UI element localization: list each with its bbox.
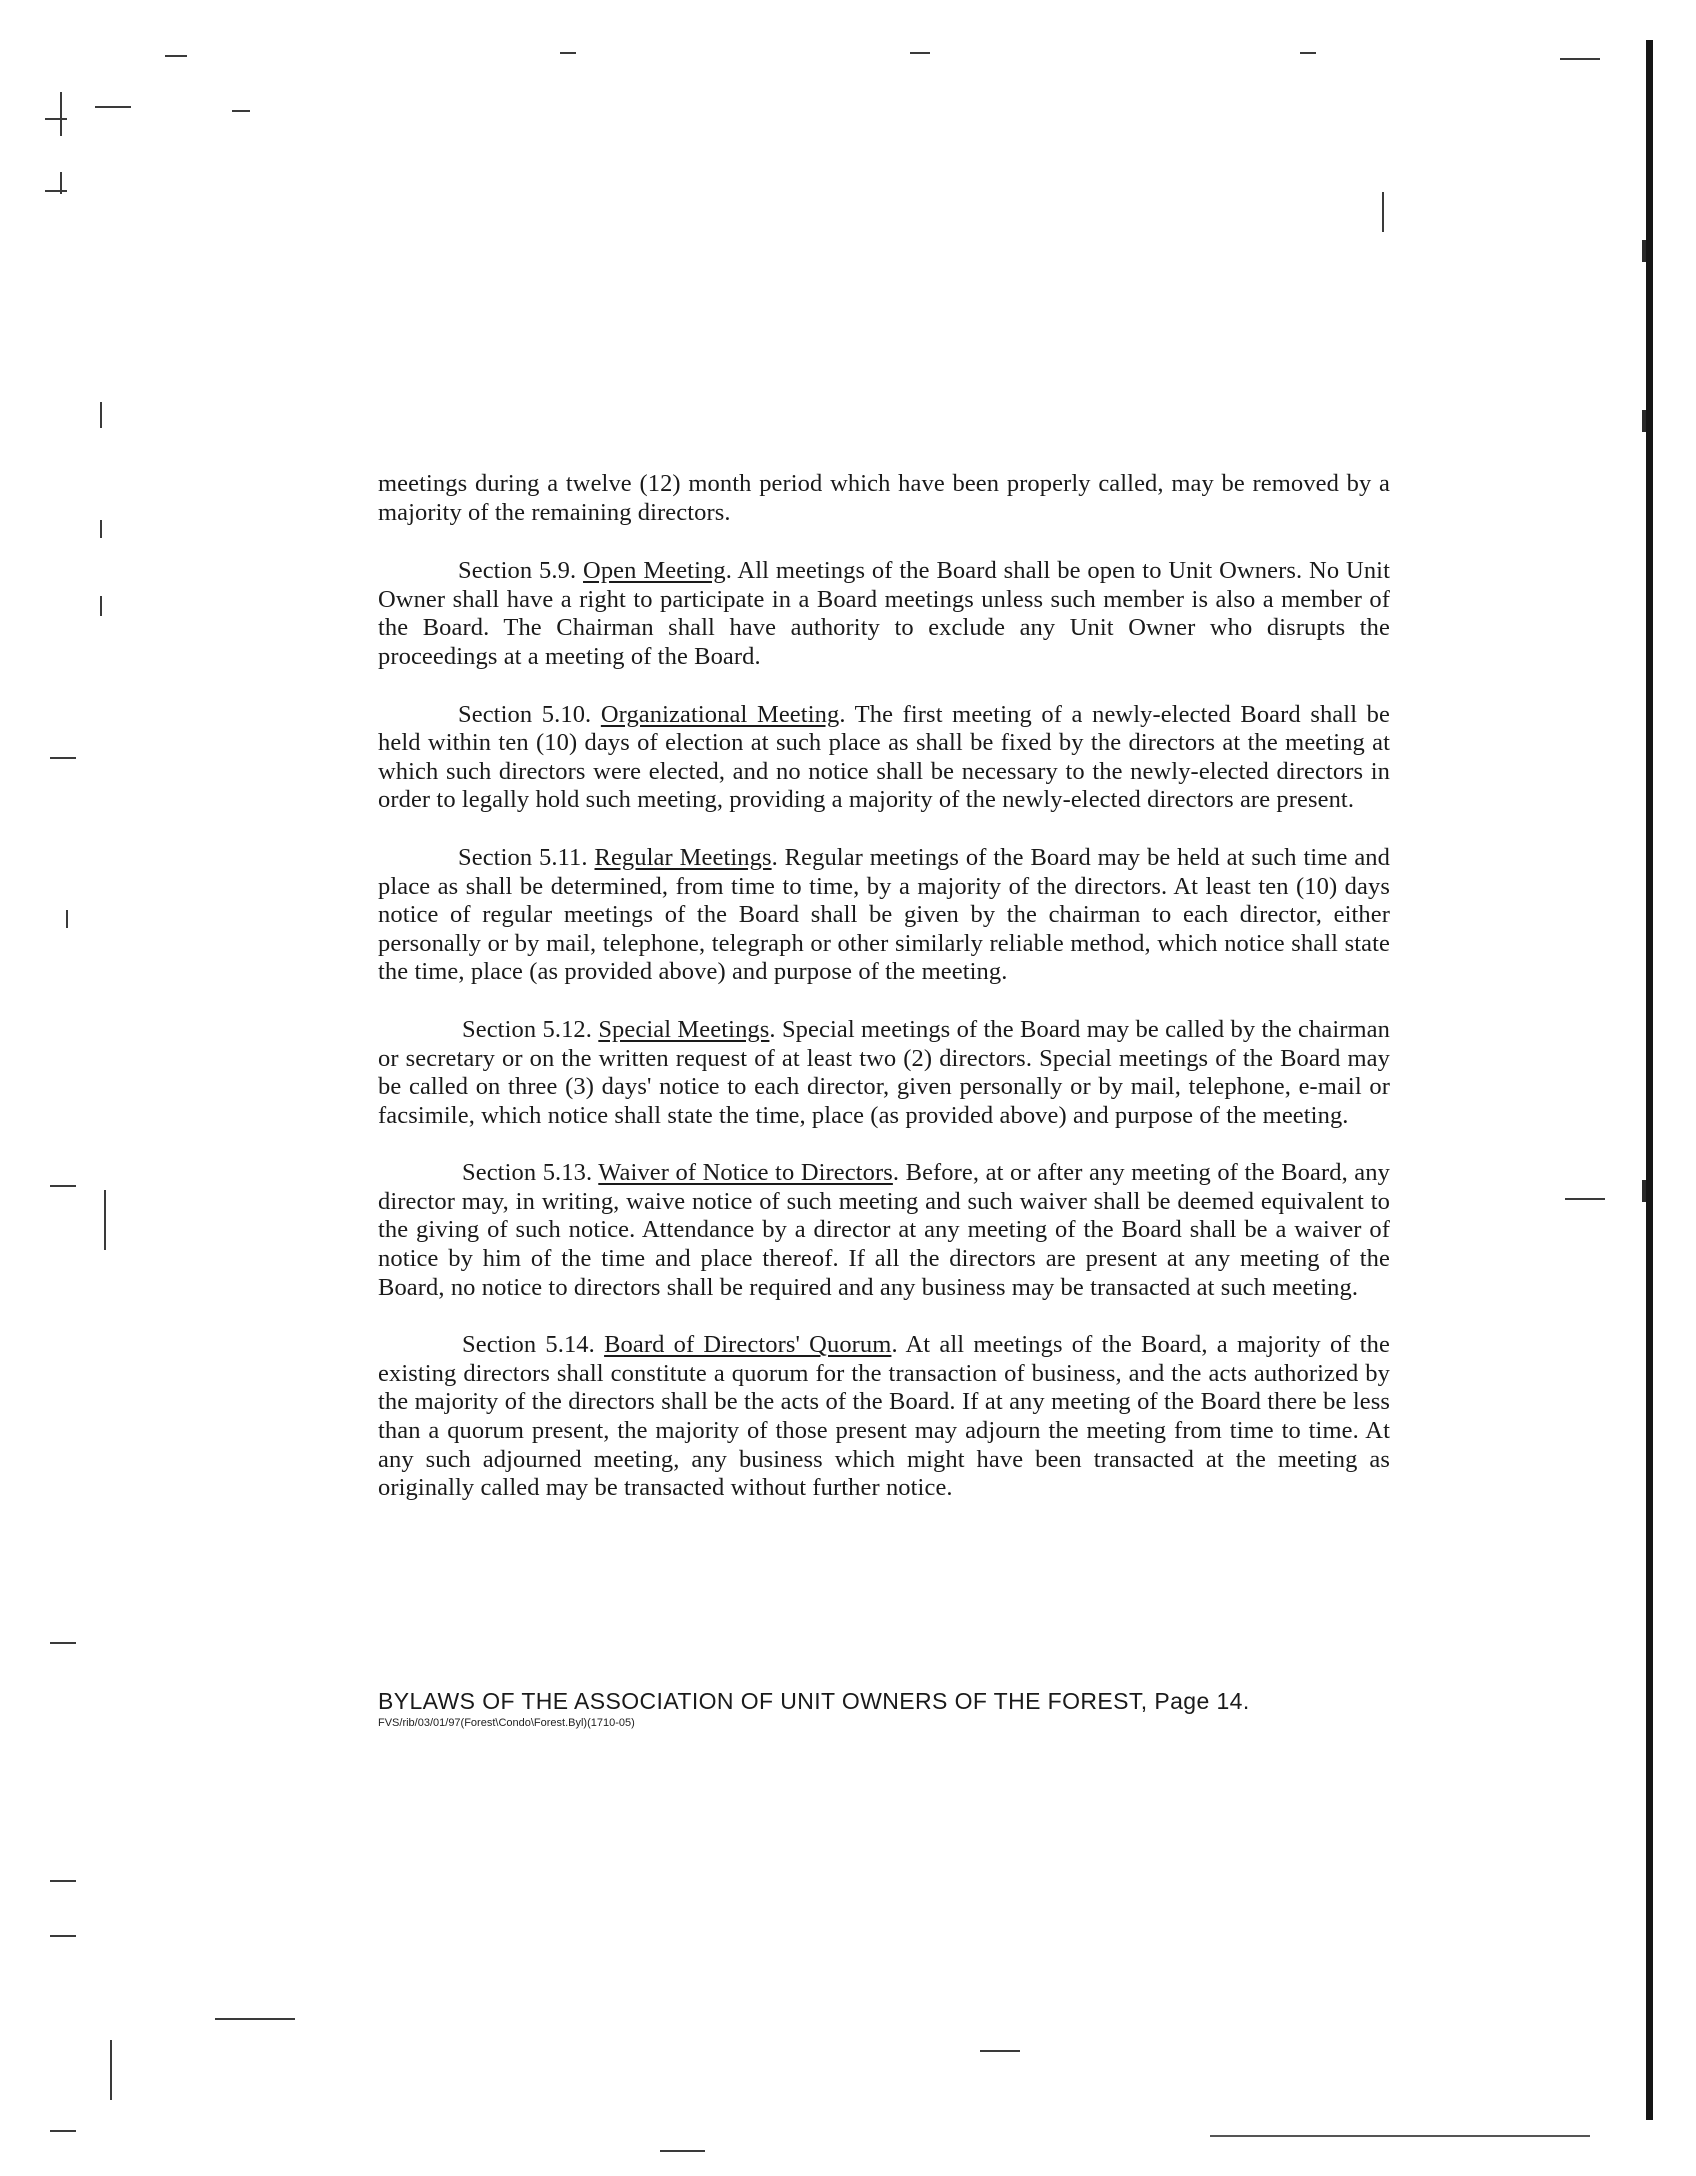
scan-speck xyxy=(100,596,102,616)
scan-edge-notch xyxy=(1642,1180,1646,1202)
scan-speck xyxy=(1560,58,1600,60)
section-body: . Special meetings of the Board may be called by the chairman or secretary or on the written request of at least two (2) directors. Special meetings of the Board may be called on three (3) days' notice to each director, given personally or by mail, telephone, e-mail or facsimile, which notice shall state the time, place (as provided above) and purpose of the meeting. xyxy=(378,1015,1391,1129)
scan-speck xyxy=(660,2150,705,2152)
section-number: Section 5.11. xyxy=(458,843,588,871)
section-5-11 xyxy=(378,844,1390,987)
scan-speck xyxy=(45,190,67,192)
scan-speck xyxy=(104,1190,106,1250)
opening-paragraph: meetings during a twelve (12) month period which have been properly called, may be removed by a majority of the remaining directors. xyxy=(378,470,1390,526)
scan-speck xyxy=(980,2050,1020,2052)
scan-speck xyxy=(165,55,187,57)
scan-speck xyxy=(100,520,102,538)
section-5-9 xyxy=(378,557,1390,671)
scan-speck xyxy=(215,2018,295,2020)
footer-file-reference: FVS/rib/03/01/97(Forest\Condo\Forest.Byl)(1710-05) xyxy=(378,1717,635,1729)
section-body: . All meetings of the Board shall be open to Unit Owners. No Unit Owner shall have a right to participate in a Board meetings unless such member is also a member of the Board. The Chairman shall have authority to exclude any Unit Owner who disrupts the proceedings at a meeting of the Board. xyxy=(378,557,1390,670)
scan-speck xyxy=(50,2130,76,2132)
scan-edge-notch xyxy=(1642,410,1646,432)
document-body xyxy=(378,470,1390,1532)
section-heading: Organizational Meeting xyxy=(600,700,840,728)
scan-speck xyxy=(50,757,76,759)
scan-speck xyxy=(1382,192,1384,232)
section-number: Section 5.10. xyxy=(458,700,592,728)
scan-speck xyxy=(100,402,102,428)
section-5-10 xyxy=(378,701,1390,815)
scan-speck xyxy=(1300,52,1316,54)
section-heading: Board of Directors' Quorum xyxy=(604,1331,892,1359)
section-heading: Waiver of Notice to Directors xyxy=(598,1159,893,1187)
footer-title: BYLAWS OF THE ASSOCIATION OF UNIT OWNERS OF THE FOREST, Page 14. xyxy=(378,1688,1250,1714)
scan-speck xyxy=(910,52,930,54)
scan-speck xyxy=(66,910,68,928)
scan-speck xyxy=(1565,1198,1605,1200)
scan-speck xyxy=(50,1185,76,1187)
section-number: Section 5.13. xyxy=(462,1159,593,1187)
scan-edge-notch xyxy=(1642,240,1646,262)
section-heading: Open Meeting xyxy=(583,557,726,585)
section-5-13 xyxy=(378,1159,1390,1302)
scan-speck xyxy=(60,92,62,136)
page-footer xyxy=(378,1688,1378,1729)
scan-speck xyxy=(1210,2135,1590,2137)
section-number: Section 5.12. xyxy=(462,1015,592,1043)
scan-speck xyxy=(45,118,67,120)
scan-speck xyxy=(50,1935,76,1937)
section-heading: Regular Meetings xyxy=(594,843,772,871)
scan-speck xyxy=(232,110,250,112)
section-5-14 xyxy=(378,1331,1390,1503)
section-body: . Regular meetings of the Board may be held at such time and place as shall be determined, from time to time, by a majority of the directors. At least ten (10) days notice of regular meetings of the Board shall be given by the chairman to each director, either personally or by mail, telephone, telegraph or other similarly reliable method, which notice shall state the time, place (as provided above) and purpose of the meeting. xyxy=(378,843,1390,986)
scan-speck xyxy=(110,2040,112,2100)
scan-speck xyxy=(560,52,576,54)
scan-speck xyxy=(50,1642,76,1644)
section-body: . Before, at or after any meeting of the Board, any director may, in writing, waive notice of such meeting and such waiver shall be deemed equivalent to the giving of such notice. Attendance by a director at any meeting of the Board shall be a waiver of notice by him of the time and place thereof. If all the directors are present at any meeting of the Board, no notice to directors shall be required and any business may be transacted at such meeting. xyxy=(378,1159,1390,1301)
scan-edge-right xyxy=(1646,40,1653,2120)
section-body: . The first meeting of a newly-elected Board shall be held within ten (10) days of election at such place as shall be fixed by the directors at the meeting at which such directors were elected, and no notice shall be necessary to the newly-elected directors in order to legally hold such meeting, providing a majority of the newly-elected directors are present. xyxy=(378,700,1390,814)
section-number: Section 5.9. xyxy=(458,557,577,585)
section-body: . At all meetings of the Board, a majority of the existing directors shall constitute a quorum for the transaction of business, and the acts authorized by the majority of the directors shall be the acts of the Board. If at any meeting of the Board there be less than a quorum present, the majority of those present may adjourn the meeting from time to time. At any such adjourned meeting, any business which might have been transacted at the meeting as originally called may be transacted without further notice. xyxy=(378,1331,1390,1502)
section-number: Section 5.14. xyxy=(462,1331,595,1359)
scan-speck xyxy=(95,106,131,108)
section-5-12 xyxy=(378,1016,1390,1130)
section-heading: Special Meetings xyxy=(598,1015,770,1043)
scan-speck xyxy=(50,1880,76,1882)
